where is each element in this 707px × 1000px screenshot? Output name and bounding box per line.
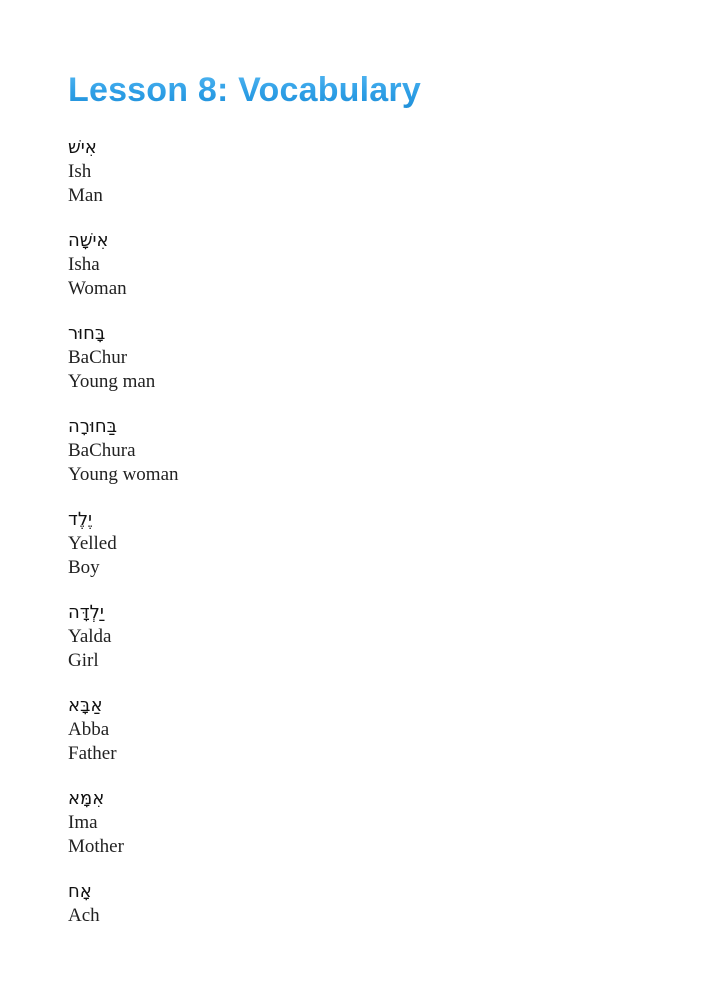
- transliteration: BaChura: [68, 440, 136, 461]
- meaning: Man: [68, 185, 103, 206]
- hebrew-word: יַלְדָּה: [68, 602, 104, 623]
- transliteration: BaChur: [68, 347, 128, 368]
- meaning: Woman: [68, 278, 127, 299]
- hebrew-word: בַּחוּרָה: [68, 416, 117, 437]
- meaning: Mother: [68, 836, 124, 857]
- meaning: Boy: [68, 557, 100, 578]
- meaning: Girl: [68, 650, 99, 671]
- hebrew-word: אָח: [68, 881, 92, 902]
- transliteration: Yelled: [68, 533, 117, 554]
- transliteration: Ish: [68, 161, 92, 182]
- hebrew-word: אִמָּא: [68, 788, 105, 809]
- transliteration: Ima: [68, 812, 98, 833]
- vocab-entry-young-woman: [68, 415, 668, 487]
- hebrew-word: אִישָׁה: [68, 230, 109, 251]
- vocab-entry-young-man: [68, 322, 668, 394]
- vocab-entry-brother: [68, 880, 668, 928]
- hebrew-word: יֶלֶד: [68, 509, 93, 530]
- vocab-entry-man: [68, 136, 668, 208]
- transliteration: Yalda: [68, 626, 112, 647]
- meaning: Father: [68, 743, 117, 764]
- hebrew-word: בָּחוּר: [68, 323, 106, 344]
- document-page: [68, 70, 668, 949]
- vocab-entry-mother: [68, 787, 668, 859]
- vocab-entry-boy: [68, 508, 668, 580]
- transliteration: Isha: [68, 254, 100, 275]
- transliteration: Ach: [68, 905, 100, 926]
- hebrew-word: אַבָּא: [68, 695, 103, 716]
- vocab-entry-father: [68, 694, 668, 766]
- hebrew-word: אִישׁ: [68, 137, 97, 158]
- page-title: Lesson 8: Vocabulary: [68, 70, 668, 110]
- transliteration: Abba: [68, 719, 110, 740]
- vocab-entry-woman: [68, 229, 668, 301]
- meaning: Young woman: [68, 464, 179, 485]
- vocab-entry-girl: [68, 601, 668, 673]
- meaning: Young man: [68, 371, 156, 392]
